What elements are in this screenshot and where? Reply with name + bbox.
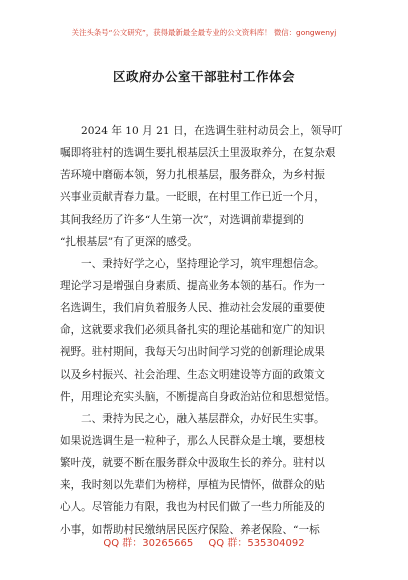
paragraph-line: 如果说选调生是一粒种子，那么人民群众是土壤，要想枝 xyxy=(60,434,325,447)
paragraph-line: 理论学习是增强自身素质、提高业务本领的基石。作为一 xyxy=(60,279,325,292)
paragraph-line: 视野。驻村期间，我每天匀出时间学习党的创新理论成果 xyxy=(60,346,325,359)
paragraph-line: 2024 年 10 月 21 日，在选调生驻村动员会上，领导叮 xyxy=(81,125,343,137)
paragraph-line: 名选调生，我们肩负着服务人民、推动社会发展的重要使 xyxy=(60,302,325,315)
paragraph-line: 苦环境中磨砺本领，努力扎根基层，服务群众，为乡村振 xyxy=(60,169,325,182)
header-banner: 关注头条号“公文研究”，获得最新最全最专业的公文资料库！ 微信：gongwenyj xyxy=(71,28,337,37)
paragraph-line: 兴事业贡献青春力量。一眨眼，在村里工作已近一个月， xyxy=(60,191,325,204)
document-body xyxy=(60,120,352,541)
paragraph-line: 二、秉持为民之心，融入基层群众，办好民生实事。 xyxy=(81,412,325,425)
paragraph-line: “扎根基层”有了更深的感受。 xyxy=(60,235,198,248)
paragraph-line: 以及乡村振兴、社会治理、生态文明建设等方面的政策文 xyxy=(60,368,325,381)
footer xyxy=(0,534,408,549)
paragraph-line: 命，这就要求我们必须具备扎实的理论基础和宽广的知识 xyxy=(60,324,325,337)
paragraph-line: 件，用理论充实头脑，不断提高自身政治站位和思想觉悟。 xyxy=(60,390,336,403)
paragraph-line: 其间我经历了许多“人生第一次”，对选调前辈提到的 xyxy=(60,213,304,226)
paragraph-line: 繁叶茂，就要不断在服务群众中汲取生长的养分。驻村以 xyxy=(60,457,325,470)
footer-qq-group-2: QQ 群：535304092 xyxy=(208,538,305,549)
paragraph-line: 嘱即将驻村的选调生要扎根基层沃土里汲取养分，在复杂艰 xyxy=(60,147,336,160)
paragraph-line: 一、秉持好学之心，坚持理论学习，筑牢理想信念。 xyxy=(81,257,325,270)
paragraph-line: 小事，如帮助村民缴纳居民医疗保险、养老保险、“一标 xyxy=(60,523,320,536)
document-title: 区政府办公室干部驻村工作体会 xyxy=(112,69,295,84)
paragraph-line: 来，我时刻以先辈们为榜样，厚植为民情怀，做群众的贴 xyxy=(60,479,325,492)
paragraph-line: 心人。尽管能力有限，我也为村民们做了一些力所能及的 xyxy=(60,501,325,514)
footer-qq-group-1: QQ 群：30265665 xyxy=(103,538,194,549)
